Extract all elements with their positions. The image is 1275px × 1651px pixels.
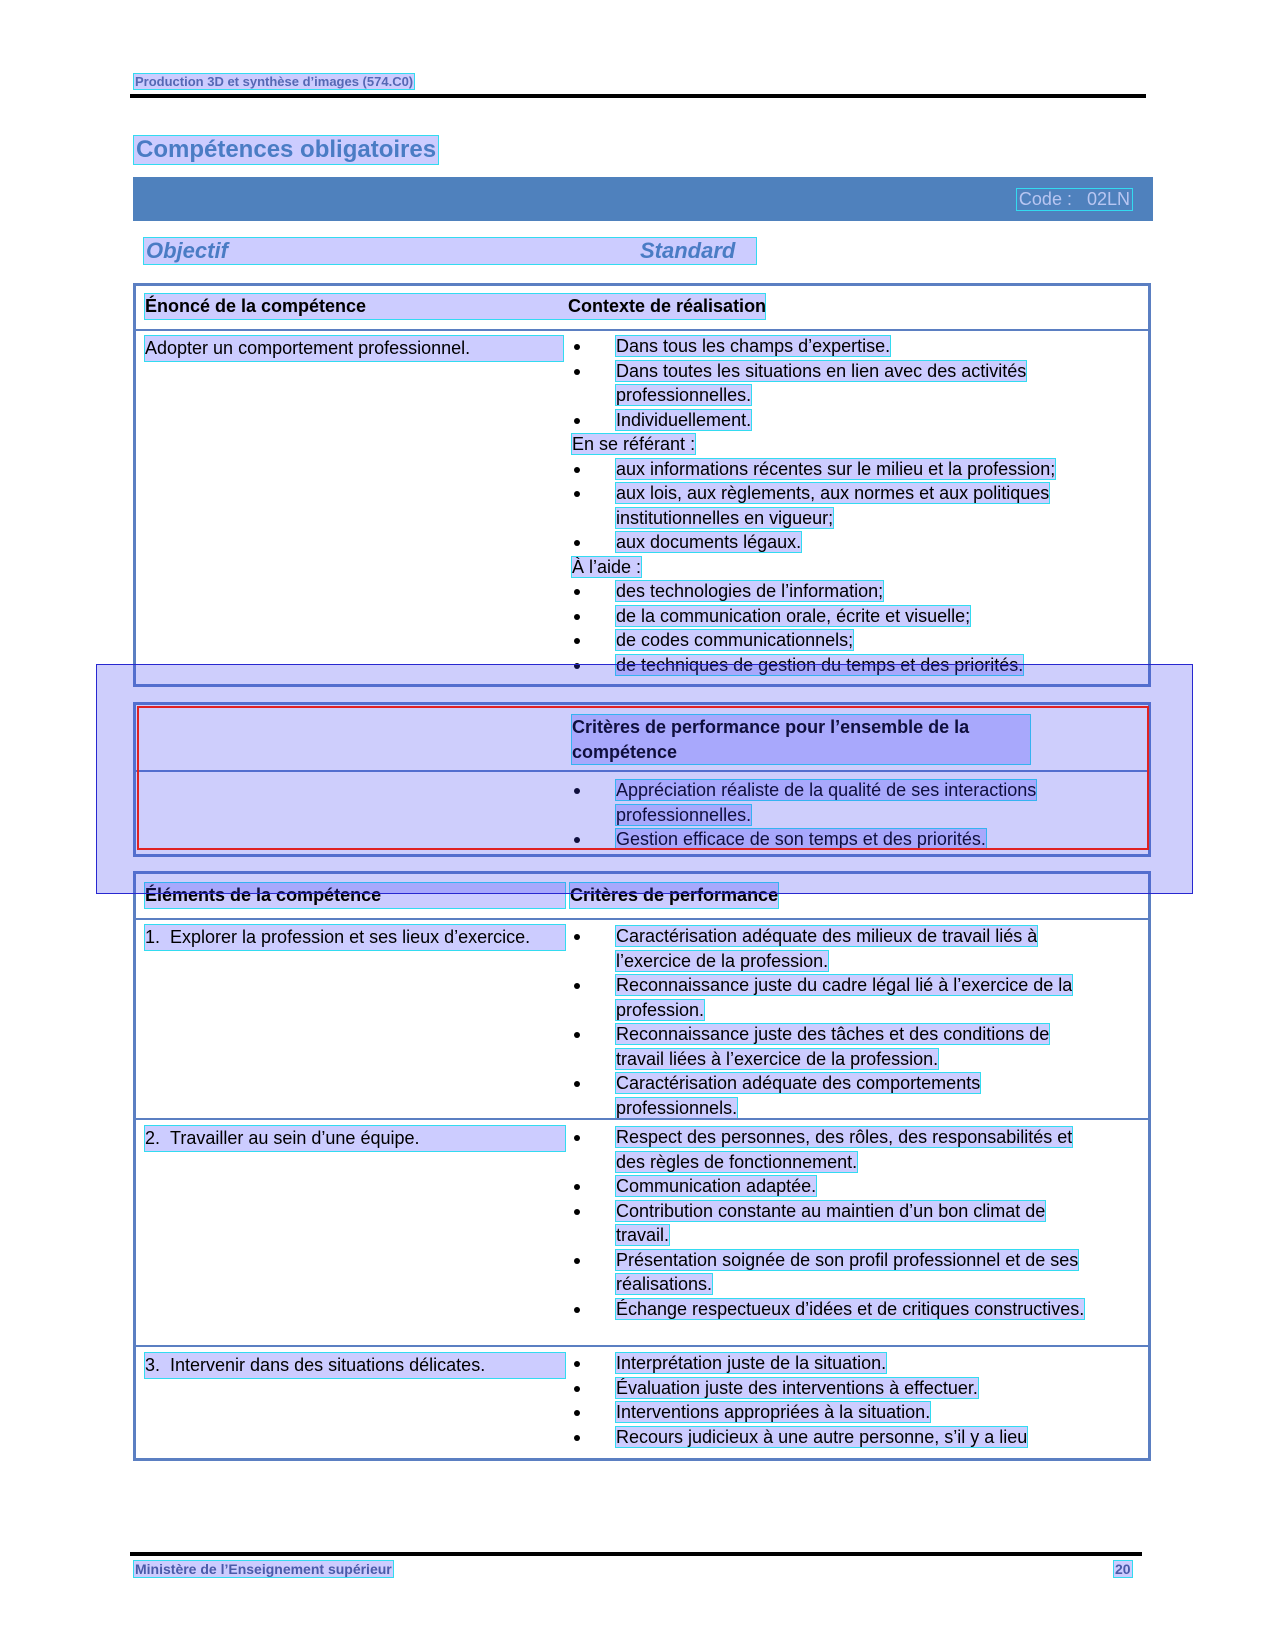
list-item: de codes communicationnels; bbox=[572, 628, 1092, 653]
list-item: Respect des personnes, des rôles, des responsabilités et des règles de fonctionnement. bbox=[572, 1125, 1092, 1174]
list-item: de techniques de gestion du temps et des priorités. bbox=[572, 653, 1092, 678]
objectif-title: Objectif bbox=[146, 238, 228, 263]
contexte-list bbox=[572, 334, 1092, 677]
list-item: aux lois, aux règlements, aux normes et aux politiques institutionnelles en vigueur; bbox=[572, 481, 1092, 530]
list-label: En se référant : bbox=[572, 434, 696, 454]
list-item: aux informations récentes sur le milieu et la profession; bbox=[572, 457, 1092, 482]
criteres-heading: Critères de performance bbox=[570, 883, 778, 908]
running-header: Production 3D et synthèse d’images (574.C0) bbox=[135, 74, 414, 89]
enonce-heading: Énoncé de la compétence bbox=[145, 294, 765, 319]
row-divider bbox=[136, 1345, 1148, 1347]
list-item: Individuellement. bbox=[572, 408, 1092, 433]
list-item: Échange respectueux d’idées et de critiques constructives. bbox=[572, 1297, 1092, 1322]
list-item: Caractérisation adéquate des comportements professionnels. bbox=[572, 1071, 1092, 1120]
list-item: Reconnaissance juste des tâches et des conditions de travail liées à l’exercice de la profession. bbox=[572, 1022, 1092, 1071]
page-number: 20 bbox=[1115, 1561, 1131, 1577]
list-item: Interprétation juste de la situation. bbox=[572, 1351, 1092, 1376]
list-item: Gestion efficace de son temps et des priorités. bbox=[572, 827, 1092, 852]
list-item: des technologies de l’information; bbox=[572, 579, 1092, 604]
code-label: Code : 02LN bbox=[1018, 189, 1130, 209]
element-3: 3. Intervenir dans des situations délicates. bbox=[145, 1353, 565, 1378]
competence-table bbox=[133, 283, 1151, 687]
list-item: Présentation soignée de son profil professionnel et de ses réalisations. bbox=[572, 1248, 1092, 1297]
list-item: Dans toutes les situations en lien avec des activités professionnelles. bbox=[572, 359, 1092, 408]
header-rule bbox=[130, 94, 1146, 98]
list-item: Évaluation juste des interventions à effectuer. bbox=[572, 1376, 1092, 1401]
standard-title: Standard bbox=[640, 238, 736, 263]
enonce-text: Adopter un comportement professionnel. bbox=[145, 336, 563, 361]
elements-table bbox=[133, 871, 1151, 1461]
criteres-list-2 bbox=[572, 1125, 1092, 1321]
list-item: Dans tous les champs d’expertise. bbox=[572, 334, 1092, 359]
selection-outline bbox=[137, 706, 1149, 850]
row-divider bbox=[136, 1118, 1148, 1120]
list-item: Contribution constante au maintien d’un bon climat de travail. bbox=[572, 1199, 1092, 1248]
element-2: 2. Travailler au sein d’une équipe. bbox=[145, 1126, 565, 1151]
list-item: aux documents légaux. bbox=[572, 530, 1092, 555]
element-1: 1. Explorer la profession et ses lieux d’exercice. bbox=[145, 925, 565, 950]
section-title: Compétences obligatoires bbox=[136, 136, 437, 163]
performance-all-heading: Critères de performance pour l’ensemble de la compétence bbox=[572, 715, 1030, 764]
list-label: À l’aide : bbox=[572, 556, 642, 577]
list-item: Reconnaissance juste du cadre légal lié à l’exercice de la profession. bbox=[572, 973, 1092, 1022]
list-item: Recours judicieux à une autre personne, s’il y a lieu bbox=[572, 1425, 1092, 1450]
list-item: Appréciation réaliste de la qualité de ses interactions professionnelles. bbox=[572, 778, 1092, 827]
code-bar bbox=[133, 177, 1153, 221]
table-divider bbox=[136, 329, 1148, 331]
elements-heading: Éléments de la compétence bbox=[145, 883, 565, 908]
contexte-heading: Contexte de réalisation bbox=[568, 296, 767, 316]
list-item: de la communication orale, écrite et visuelle; bbox=[572, 604, 1092, 629]
criteres-list-3 bbox=[572, 1351, 1092, 1449]
table-divider bbox=[136, 918, 1148, 920]
criteres-list-1 bbox=[572, 924, 1092, 1120]
footer-rule bbox=[130, 1552, 1142, 1556]
footer-ministry: Ministère de l’Enseignement supérieur bbox=[135, 1561, 392, 1577]
list-item: Interventions appropriées à la situation. bbox=[572, 1400, 1092, 1425]
column-titles bbox=[144, 238, 756, 264]
list-item: Communication adaptée. bbox=[572, 1174, 1092, 1199]
list-item: Caractérisation adéquate des milieux de travail liés à l’exercice de la profession. bbox=[572, 924, 1092, 973]
